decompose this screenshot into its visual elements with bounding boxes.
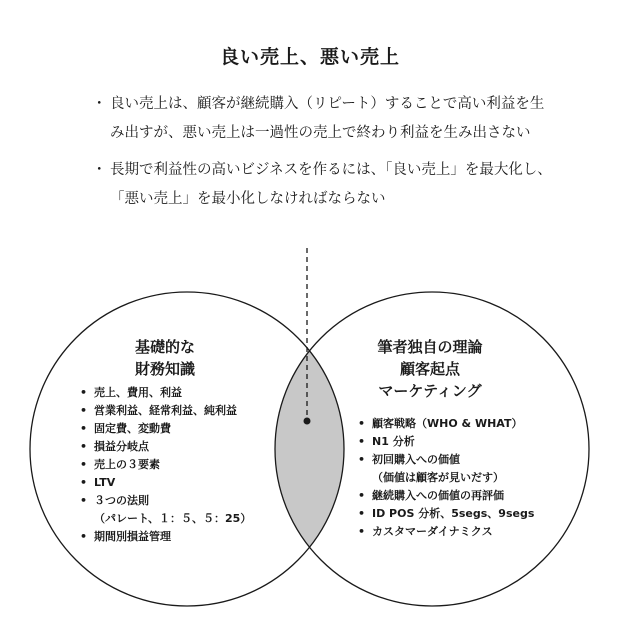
item-text: 営業利益、経常利益、純利益 (94, 404, 237, 417)
item-marker: • (80, 476, 88, 489)
item-marker: • (80, 404, 88, 417)
item-marker: • (358, 525, 366, 538)
right-heading-line: マーケティング (378, 382, 482, 400)
list-item (80, 384, 280, 402)
list-item (358, 451, 578, 487)
list-item (358, 523, 578, 541)
list-item (80, 402, 280, 420)
item-text: 損益分岐点 (94, 440, 149, 453)
item-marker: • (358, 435, 366, 448)
left-heading-line: 基礎的な (134, 338, 195, 356)
list-item (358, 487, 578, 505)
item-marker: • (80, 530, 88, 543)
right-circle-items (358, 415, 578, 541)
bullet-marker: ・ (92, 96, 107, 112)
item-marker: • (358, 417, 366, 430)
connector-dot (304, 418, 311, 425)
item-subtext: （価値は顧客が見いだす） (372, 471, 504, 484)
item-text: 継続購入への価値の再評価 (372, 489, 504, 502)
item-text: 初回購入への価値 (372, 453, 460, 466)
list-item (358, 505, 578, 523)
item-text: 売上の３要素 (94, 458, 160, 471)
item-marker: • (80, 422, 88, 435)
left-circle-items (80, 384, 280, 546)
list-item (80, 456, 280, 474)
bullet-text: 良い売上は、顧客が継続購入（リピート）することで高い利益を生み出すが、悪い売上は一過性の売上で終わり利益を生み出さない (110, 96, 545, 141)
right-heading-line: 顧客起点 (399, 360, 460, 378)
item-text: N1 分析 (372, 435, 415, 448)
right-heading-line: 筆者独自の理論 (377, 338, 483, 356)
list-item (80, 474, 280, 492)
item-marker: • (80, 440, 88, 453)
item-subtext: （パレート、１：５、５：25） (94, 512, 252, 525)
page-title: 良い売上、悪い売上 (219, 46, 400, 68)
item-text: カスタマーダイナミクス (372, 525, 493, 538)
right-circle-heading (360, 336, 500, 402)
left-heading-line: 財務知識 (134, 360, 195, 378)
item-text: 固定費、変動費 (94, 422, 171, 435)
item-marker: • (358, 489, 366, 502)
list-item (80, 492, 280, 528)
item-marker: • (80, 494, 88, 507)
left-circle-heading (110, 336, 220, 380)
item-marker: • (80, 458, 88, 471)
item-text: LTV (94, 476, 116, 489)
item-text: 期間別損益管理 (94, 530, 171, 543)
item-text: ID POS 分析、5segs、9segs (372, 507, 535, 520)
item-text: 顧客戦略（WHO & WHAT） (372, 417, 523, 430)
item-marker: • (80, 386, 88, 399)
list-item (80, 528, 280, 546)
list-item (80, 420, 280, 438)
item-text: 売上、費用、利益 (94, 386, 182, 399)
item-marker: • (358, 453, 366, 466)
list-item (358, 433, 578, 451)
list-item (358, 415, 578, 433)
item-text: ３つの法則 (94, 494, 149, 507)
bullet-marker: ・ (92, 162, 107, 178)
item-marker: • (358, 507, 366, 520)
bullet-text: 長期で利益性の高いビジネスを作るには、「良い売上」を最大化し、「悪い売上」を最小化しなければならない (110, 162, 552, 207)
list-item (80, 438, 280, 456)
